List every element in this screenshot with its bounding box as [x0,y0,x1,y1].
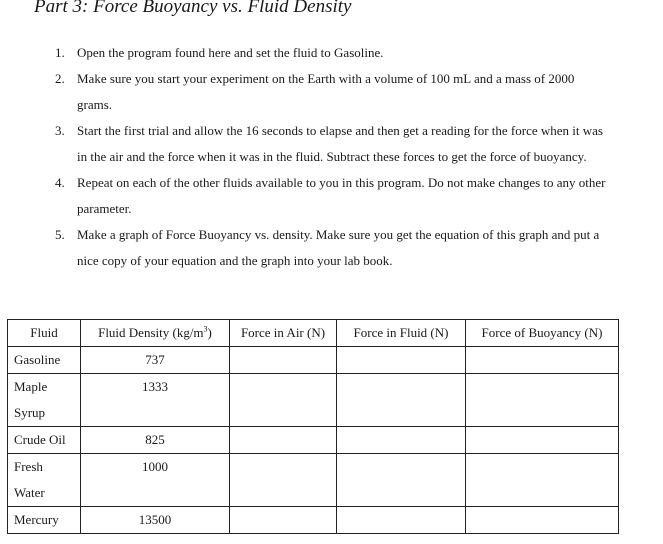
instruction-number: 1. [55,45,65,60]
header-density-label: Fluid Density (kg/m [98,325,204,340]
force-air-cell[interactable] [230,347,337,374]
force-buoyancy-cell[interactable] [466,374,619,427]
instruction-text: Make a graph of Force Buoyancy vs. density. Make sure you get the equation of this graph and put a nice copy of your equation and the graph into your lab book. [77,227,600,268]
instruction-item [48,40,608,66]
instruction-number: 4. [55,175,65,190]
header-density-exponent: 3 [203,324,208,334]
density-cell: 737 [81,347,230,374]
instruction-text: Repeat on each of the other fluids available to you in this program. Do not make changes to any other parameter. [77,175,606,216]
force-air-cell[interactable] [230,374,337,427]
force-buoyancy-cell[interactable] [466,347,619,374]
table-header-row [8,320,619,347]
force-fluid-cell[interactable] [337,454,466,507]
table-row [8,347,619,374]
instruction-text: Make sure you start your experiment on the Earth with a volume of 100 mL and a mass of 2000 grams. [77,71,575,112]
instruction-number: 5. [55,227,65,242]
density-cell: 825 [81,427,230,454]
instruction-item [48,170,608,222]
force-fluid-cell[interactable] [337,427,466,454]
density-cell: 13500 [81,507,230,534]
force-air-cell[interactable] [230,427,337,454]
header-force-air: Force in Air (N) [230,320,337,347]
instruction-list [48,40,608,274]
density-cell: 1000 [81,454,230,507]
instruction-text: Start the first trial and allow the 16 seconds to elapse and then get a reading for the force when it was in the air and the force when it was in the fluid. Subtract these forces to get the force of buoyancy. [77,123,603,164]
fluid-cell: Crude Oil [8,427,81,454]
instruction-number: 2. [55,71,65,86]
table-row [8,427,619,454]
force-air-cell[interactable] [230,454,337,507]
instruction-number: 3. [55,123,65,138]
force-buoyancy-cell[interactable] [466,427,619,454]
header-force-buoyancy: Force of Buoyancy (N) [466,320,619,347]
fluid-cell: Maple Syrup [8,374,81,427]
header-density-close: ) [207,325,212,340]
force-fluid-cell[interactable] [337,374,466,427]
page-title: Part 3: Force Buoyancy vs. Fluid Density [34,0,352,17]
instruction-item [48,66,608,118]
instruction-item [48,222,608,274]
table-row [8,454,619,507]
force-air-cell[interactable] [230,507,337,534]
data-table [7,319,619,534]
force-fluid-cell[interactable] [337,507,466,534]
force-fluid-cell[interactable] [337,347,466,374]
header-force-fluid: Force in Fluid (N) [337,320,466,347]
instruction-text: Open the program found here and set the fluid to Gasoline. [77,45,384,60]
header-density [81,320,230,347]
instruction-item [48,118,608,170]
fluid-cell: Gasoline [8,347,81,374]
header-fluid: Fluid [8,320,81,347]
force-buoyancy-cell[interactable] [466,507,619,534]
fluid-cell: Fresh Water [8,454,81,507]
table-row [8,374,619,427]
density-cell: 1333 [81,374,230,427]
fluid-cell: Mercury [8,507,81,534]
table-row [8,507,619,534]
force-buoyancy-cell[interactable] [466,454,619,507]
